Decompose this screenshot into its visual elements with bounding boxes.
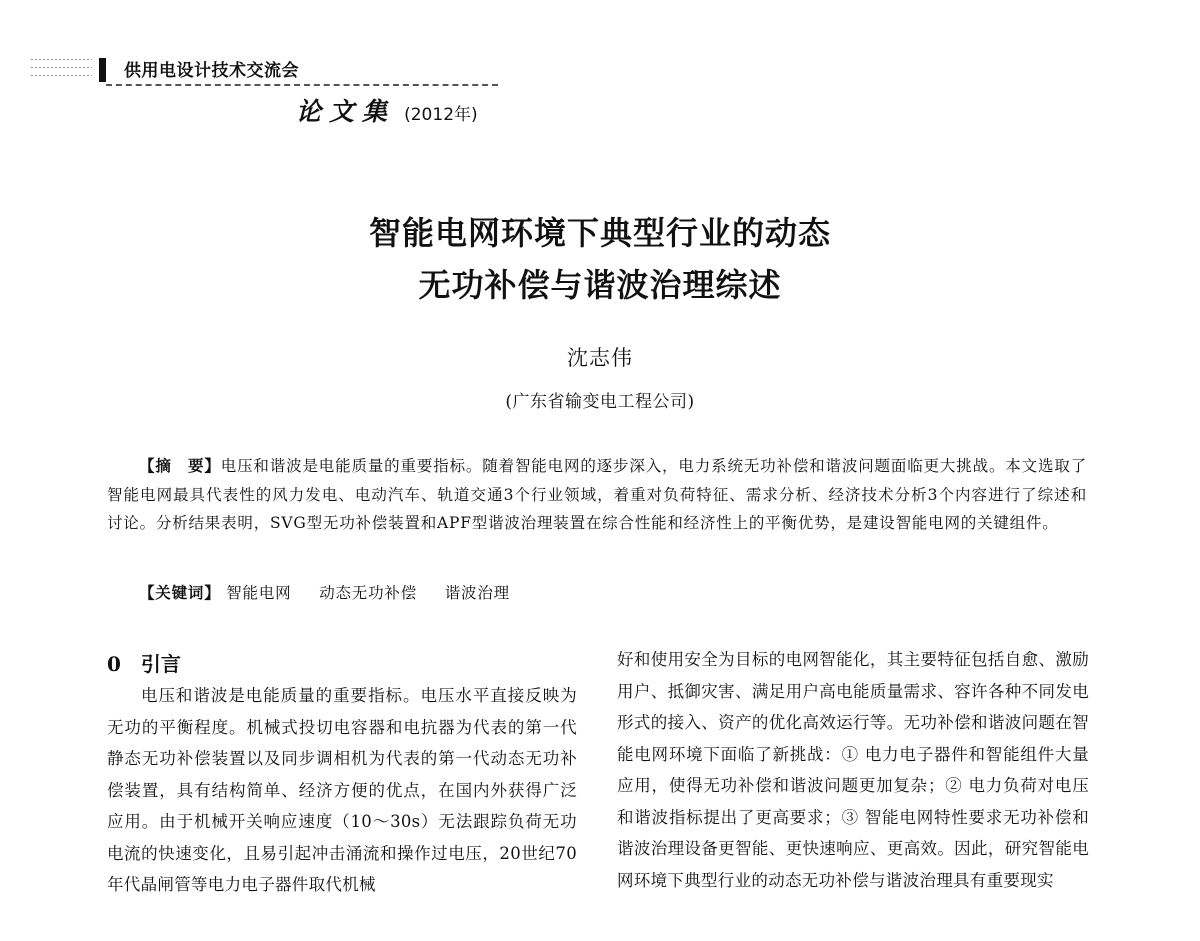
keyword-item: 智能电网 xyxy=(226,584,292,602)
body-column-left: 电压和谐波是电能质量的重要指标。电压水平直接反映为无功的平衡程度。机械式投切电容器和电抗器为代表的第一代静态无功补偿装置以及同步调相机为代表的第一代动态无功补偿装置，具有结构简单、经济方便的优点，在国内外获得广泛应用。由于机械开关响应速度（10～30s）无法跟踪负荷无功电流的快速变化，且易引起冲击涌流和操作过电压，20世纪70年代晶闸管等电力电子器件取代机械 xyxy=(107,686,577,894)
abstract xyxy=(107,452,1087,538)
abstract-label: 【摘 要】 xyxy=(139,457,221,475)
paper-title-line-1: 智能电网环境下典型行业的动态 xyxy=(368,214,831,252)
paper-title xyxy=(0,207,1200,311)
keyword-item: 动态无功补偿 xyxy=(319,584,417,602)
header-dots-bottom xyxy=(30,74,92,77)
section-title: 引言 xyxy=(140,652,181,676)
paper-title-line-2: 无功补偿与谐波治理综述 xyxy=(418,266,782,304)
section-heading xyxy=(107,648,181,677)
keyword-item: 谐波治理 xyxy=(444,584,510,602)
header-dots-mid xyxy=(30,66,92,69)
abstract-text: 电压和谐波是电能质量的重要指标。随着智能电网的逐步深入，电力系统无功补偿和谐波问题面临更大挑战。本文选取了智能电网最具代表性的风力发电、电动汽车、轨道交通3个行业领域，着重对负荷特征、需求分析、经济技术分析3个内容进行了综述和讨论。分析结果表明，SVG型无功补偿装置和APF型谐波治理装置在综合性能和经济性上的平衡优势，是建设智能电网的关键组件。 xyxy=(107,457,1087,532)
conference-name: 供用电设计技术交流会 xyxy=(124,61,299,81)
author-affiliation: (广东省输变电工程公司) xyxy=(505,392,695,412)
header-dots-top xyxy=(30,58,92,61)
keywords-label: 【关键词】 xyxy=(139,584,221,602)
body-column-right: 好和使用安全为目标的电网智能化，其主要特征包括自愈、激励用户、抵御灾害、满足用户高电能质量需求、容许各种不同发电形式的接入、资产的优化高效运行等。无功补偿和谐波问题在智能电网环境下面临了新挑战：① 电力电子器件和智能组件大量应用，使得无功补偿和谐波问题更加复杂；② 电力负荷对电压和谐波指标提出了更高要求；③ 智能电网特性要求无功补偿和谐波治理设备更智能、更快速响应、更高效。因此，研究智能电网环境下典型行业的动态无功补偿与谐波治理具有重要现实 xyxy=(617,650,1089,890)
collection-heading xyxy=(296,92,478,128)
collection-title: 论文集 xyxy=(296,97,396,126)
header-bar xyxy=(99,58,106,82)
keywords xyxy=(139,581,532,603)
section-number: 0 xyxy=(107,652,121,676)
author-name: 沈志伟 xyxy=(567,346,633,370)
collection-year: (2012年) xyxy=(404,105,478,125)
header-rule xyxy=(106,84,498,86)
